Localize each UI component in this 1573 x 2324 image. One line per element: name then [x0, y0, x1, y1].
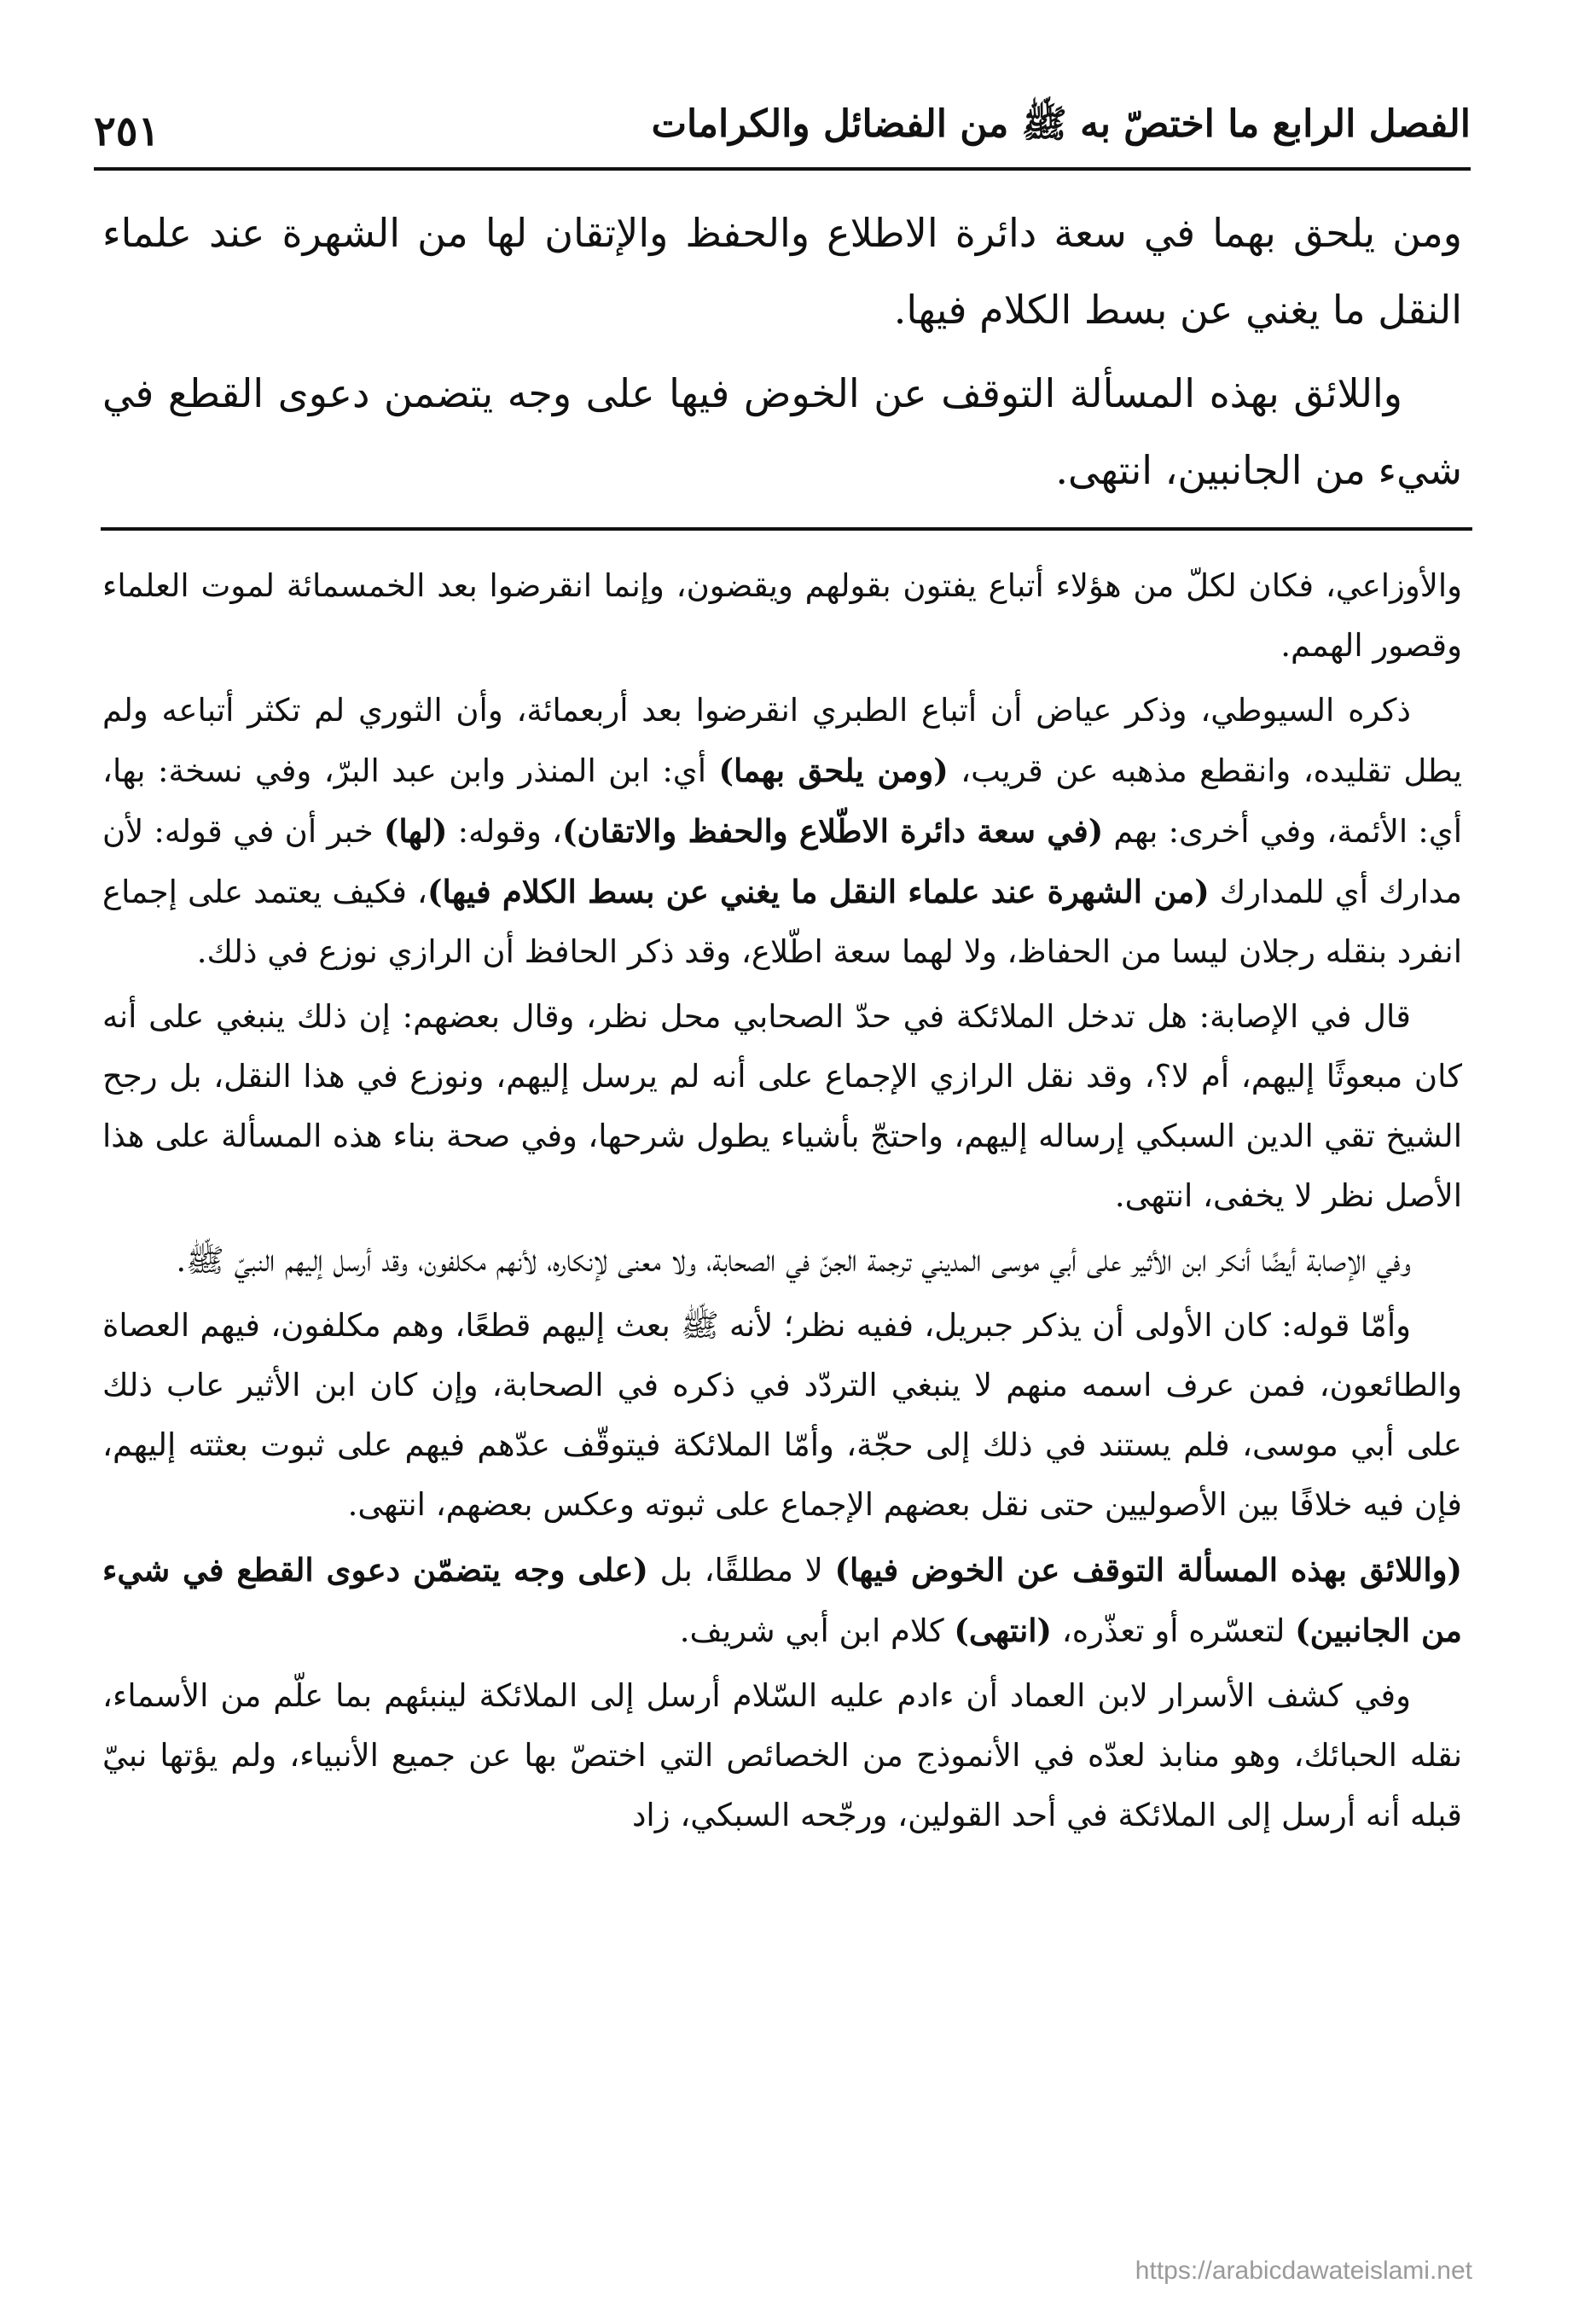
- commentary-text: لتعسّره أو تعذّره،: [1052, 1612, 1296, 1649]
- commentary-text: كلام ابن أبي شريف.: [679, 1612, 955, 1649]
- chapter-title: الفصل الرابع ما اختصّ به ﷺ من الفضائل والكرامات: [651, 102, 1471, 146]
- commentary-paragraph: [102, 1540, 1462, 1661]
- commentary-paragraph: وأمّا قوله: كان الأولى أن يذكر جبريل، ففيه نظر؛ لأنه ﷺ بعث إليهم قطعًا، وهم مكلفون، فيهم العصاة والطائعون، فمن عرف اسمه منهم لا ينبغي التردّد في ذكره في الصحابة، وإن كان ابن الأثير عاب ذلك على أبي موسى، فلم يستند في ذلك إلى حجّة، وأمّا الملائكة فيتوقّف عدّهم فيهم على ثبوت بعثته إليهم، فإن فيه خلافًا بين الأصوليين حتى نقل بعضهم الإجماع على ثبوته وعكس بعضهم، انتهى.: [102, 1307, 1462, 1523]
- quoted-text: (من الشهرة عند علماء النقل ما يغني عن بسط الكلام فيها): [427, 873, 1210, 910]
- quoted-text: (ومن يلحق بهما): [718, 752, 949, 789]
- commentary-paragraph: قال في الإصابة: هل تدخل الملائكة في حدّ الصحابي محل نظر، وقال بعضهم: إن ذلك ينبغي على أنه كان مبعوثًا إليهم، أم لا؟، وقد نقل الرازي الإجماع على أنه لم يرسل إليهم، ونوزع في هذا النقل، بل رجح الشيخ تقي الدين السبكي إرساله إليهم، واحتجّ بأشياء يطول شرحها، وفي صحة بناء هذه المسألة على هذا الأصل نظر لا يخفى، انتهى.: [102, 998, 1462, 1214]
- commentary-paragraph: وفي الإصابة أيضًا أنكر ابن الأثير على أبي موسى المديني ترجمة الجنّ في الصحابة، ولا معنى لإنكاره، لأنهم مكلفون، وقد أرسل إليهم النبيّ ﷺ.: [176, 1242, 1411, 1279]
- main-paragraph: واللائق بهذه المسألة التوقف عن الخوض فيها على وجه يتضمن دعوى القطع في شيء من الجانبين، انتهى.: [102, 370, 1462, 493]
- commentary-paragraph: وفي كشف الأسرار لابن العماد أن ءادم عليه السّلام أرسل إلى الملائكة لينبئهم بما علّم من الأسماء، نقله الحبائك، وهو منابذ لعدّه في الأنموذج من الخصائص التي اختصّ بها عن جميع الأنبياء، ولم يؤتها نبيّ قبله أنه أرسل إلى الملائكة في أحد القولين، ورجّحه السبكي، زاد: [102, 1677, 1462, 1833]
- commentary-text: ذكره السيوطي، وذكر عياض أن أتباع الطبري انقرضوا بعد أربعمائة، وأن الثوري لم تكثر أتباعه ولم يطل تقليده، وانقطع مذهبه عن قريب،: [102, 692, 1462, 789]
- page-number: ٢٥١: [94, 107, 160, 155]
- commentary-text: خبر أن في قوله: لأن مدارك أي للمدارك: [102, 813, 1462, 910]
- commentary-text: ، فكيف يعتمد على إجماع انفرد بنقله رجلان ليسا من الحفاظ، ولا لهما سعة اطّلاع، وقد ذكر الحافظ أن الرازي نوزع في ذلك.: [102, 874, 1462, 970]
- commentary-text: لا مطلقًا، بل: [647, 1552, 835, 1589]
- commentary-text: أي: ابن المنذر وابن عبد البرّ، وفي نسخة: بها، أي: الأئمة، وفي أخرى: بهم: [102, 752, 1462, 850]
- quoted-text: (واللائق بهذه المسألة التوقف عن الخوض فيها): [834, 1551, 1462, 1589]
- watermark-url: https://arabicdawateislami.net: [1135, 2257, 1472, 2285]
- main-text: [102, 195, 1462, 515]
- main-paragraph: ومن يلحق بهما في سعة دائرة الاطلاع والحفظ والإتقان لها من الشهرة عند علماء النقل ما يغني عن بسط الكلام فيها.: [102, 210, 1462, 333]
- footnote-divider: [101, 527, 1472, 531]
- quoted-text: (في سعة دائرة الاطّلاع والحفظ والاتقان): [561, 812, 1104, 850]
- commentary-paragraph: والأوزاعي، فكان لكلّ من هؤلاء أتباع يفتون بقولهم ويقضون، وإنما انقرضوا بعد الخمسمائة لموت العلماء وقصور الهمم.: [102, 567, 1462, 664]
- commentary-text: ، وقوله:: [447, 813, 562, 850]
- quoted-text: (انتهى): [954, 1612, 1053, 1649]
- quoted-text: (لها): [383, 812, 448, 850]
- page-header: [94, 78, 1471, 171]
- commentary-paragraph: [102, 681, 1462, 982]
- quoted-text: (على وجه يتضمّن دعوى القطع في شيء من الجانبين): [102, 1551, 1462, 1649]
- commentary: [102, 556, 1462, 1850]
